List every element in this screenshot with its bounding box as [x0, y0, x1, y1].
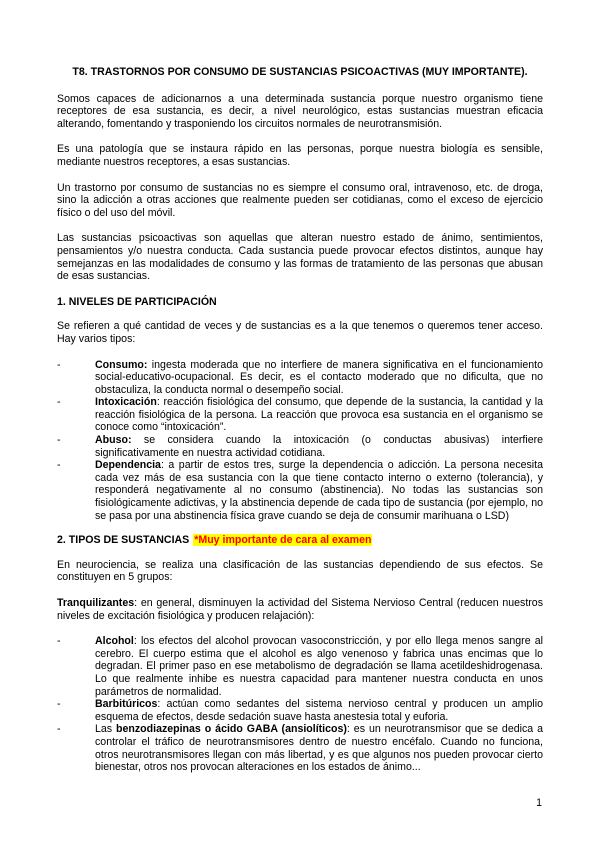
exam-importance-note: *Muy importante de cara al examen — [194, 534, 372, 547]
dash-bullet: - — [57, 698, 61, 711]
term-alcohol: Alcohol — [95, 635, 134, 648]
term-benzodiazepinas: benzodiazepinas o ácido GABA (ansiolíticos) — [116, 723, 347, 736]
intro-paragraph-4: Las sustancias psicoactivas son aquellas que alteran nuestro estado de ánimo, sentimientos, pensamientos y/o nuestra conducta. Cada sustancia puede provocar efectos distintos, aunque hay semejanzas en las modalidades de consumo y las formas de tratamiento de las personas que abusan de esas sustancias. — [57, 232, 543, 283]
list-item-consumo — [57, 359, 543, 397]
list-item-barbituricos — [57, 698, 543, 723]
term-barbituricos: Barbitúricos — [95, 698, 158, 711]
dash-bullet: - — [57, 434, 61, 447]
dash-bullet: - — [57, 635, 61, 648]
tranquilizantes-paragraph — [57, 597, 543, 622]
desc-consumo: ingesta moderada que no interfiere de manera significativa en el funcionamiento social-educativo-ocupacional. Es decir, es el contacto moderado que no dificulta, que no obstaculiza, la conducta normal o desempeño social. — [95, 358, 543, 396]
dash-bullet: - — [57, 723, 61, 736]
list-item-dependencia — [57, 459, 543, 522]
term-abuso: Abuso: — [95, 434, 132, 447]
section-2-heading — [57, 534, 543, 547]
section-1-heading: 1. NIVELES DE PARTICIPACIÓN — [57, 295, 217, 308]
participation-levels-list — [57, 359, 543, 523]
intro-paragraph-1: Somos capaces de adicionarnos a una determinada sustancia porque nuestro organismo tiene receptores de esa sustancia, es decir, a nivel neurológico, estas sustancias muestran eficacia alterando, fomentando y trasponiendo los circuitos normales de neurotransmisión. — [57, 92, 543, 130]
page-content — [57, 66, 543, 786]
dash-bullet: - — [57, 396, 61, 409]
list-item-benzodiazepinas — [57, 723, 543, 773]
page-number: 1 — [536, 797, 542, 809]
desc-abuso: se considera cuando la intoxicación (o conductas abusivas) interfiere significativamente en nuestra actividad cotidiana. — [95, 434, 543, 459]
desc-dependencia: : a partir de estos tres, surge la dependencia o adicción. La persona necesita cada vez más de esa sustancia con la que tiene contacto interno o externo (tolerancia), y responderá negativamente al no consumo (abstinencia). No todas las sustancias son fisiológicamente adictivas, y la abstinencia depende de cada tipo de sustancia (por ejemplo, no se pasa por una abstinencia física grave cuando se deja de consumir marihuana o LSD) — [95, 459, 543, 522]
document-title: T8. TRASTORNOS POR CONSUMO DE SUSTANCIAS PSICOACTIVAS (MUY IMPORTANTE). — [72, 66, 528, 78]
list-item-alcohol — [57, 635, 543, 698]
tranquilizantes-list — [57, 635, 543, 774]
term-consumo: Consumo: — [95, 358, 148, 371]
prefix-benzodiazepinas: Las — [95, 723, 117, 736]
term-dependencia: Dependencia — [95, 459, 161, 472]
intro-paragraph-2: Es una patología que se instaura rápido en las personas, porque nuestra biología es sensible, mediante nuestros receptores, a esas sustancias. — [57, 143, 543, 168]
dash-bullet: - — [57, 459, 61, 472]
intro-paragraph-3: Un trastorno por consumo de sustancias no es siempre el consumo oral, intravenoso, etc. de droga, sino la adicción a otras acciones que realmente pueden ser cotidianas, como el exceso de ejercicio físico o del uso del móvil. — [57, 181, 543, 219]
list-item-intoxicacion — [57, 396, 543, 434]
desc-tranquilizantes: : en general, disminuyen la actividad del Sistema Nervioso Central (reducen nuestros niveles de excitación fisiológica y producen relajación): — [57, 597, 543, 622]
section-1-intro: Se refieren a qué cantidad de veces y de sustancias es a la que tenemos o queremos tener acceso. Hay varios tipos: — [57, 320, 543, 345]
section-2-heading-text: 2. TIPOS DE SUSTANCIAS — [57, 534, 190, 547]
desc-intoxicacion: : reacción fisiológica del consumo, que depende de la sustancia, la cantidad y la reacción fisiológica de la persona. La reacción que provoca esa sustancia en el organismo se conoce como “intoxicación”. — [95, 396, 543, 434]
desc-alcohol: : los efectos del alcohol provocan vasoconstricción, y por ello llega menos sangre al cerebro. El cuerpo estima que el alcohol es algo venenoso y fabrica unas encimas que lo degradan. El primer paso en ese metabolismo de degradación se llama acetildeshidrogenasa. Lo que realmente inhibe es nuestra capacidad para mantener nuestra conducta en unos parámetros de normalidad. — [95, 635, 543, 698]
desc-benzodiazepinas: : es un neurotransmisor que se dedica a controlar el tráfico de neurotransmisores dentro de nuestro encéfalo. Cuando no funciona, otros neurotransmisores llegan con más libertad, y es que algunos nos pueden provocar cierto bienestar, otros nos provocan alteraciones en los estados de ánimo... — [95, 723, 543, 774]
desc-barbituricos: : actúan como sedantes del sistema nervioso central y producen un amplio esquema de efectos, desde sedación suave hasta anestesia total y euforia. — [95, 698, 543, 723]
section-2-intro: En neurociencia, se realiza una clasificación de las sustancias dependiendo de sus efectos. Se constituyen en 5 grupos: — [57, 558, 543, 584]
list-item-abuso — [57, 434, 543, 459]
term-tranquilizantes: Tranquilizantes — [57, 597, 135, 609]
dash-bullet: - — [57, 358, 61, 371]
term-intoxicacion: Intoxicación — [95, 396, 157, 409]
